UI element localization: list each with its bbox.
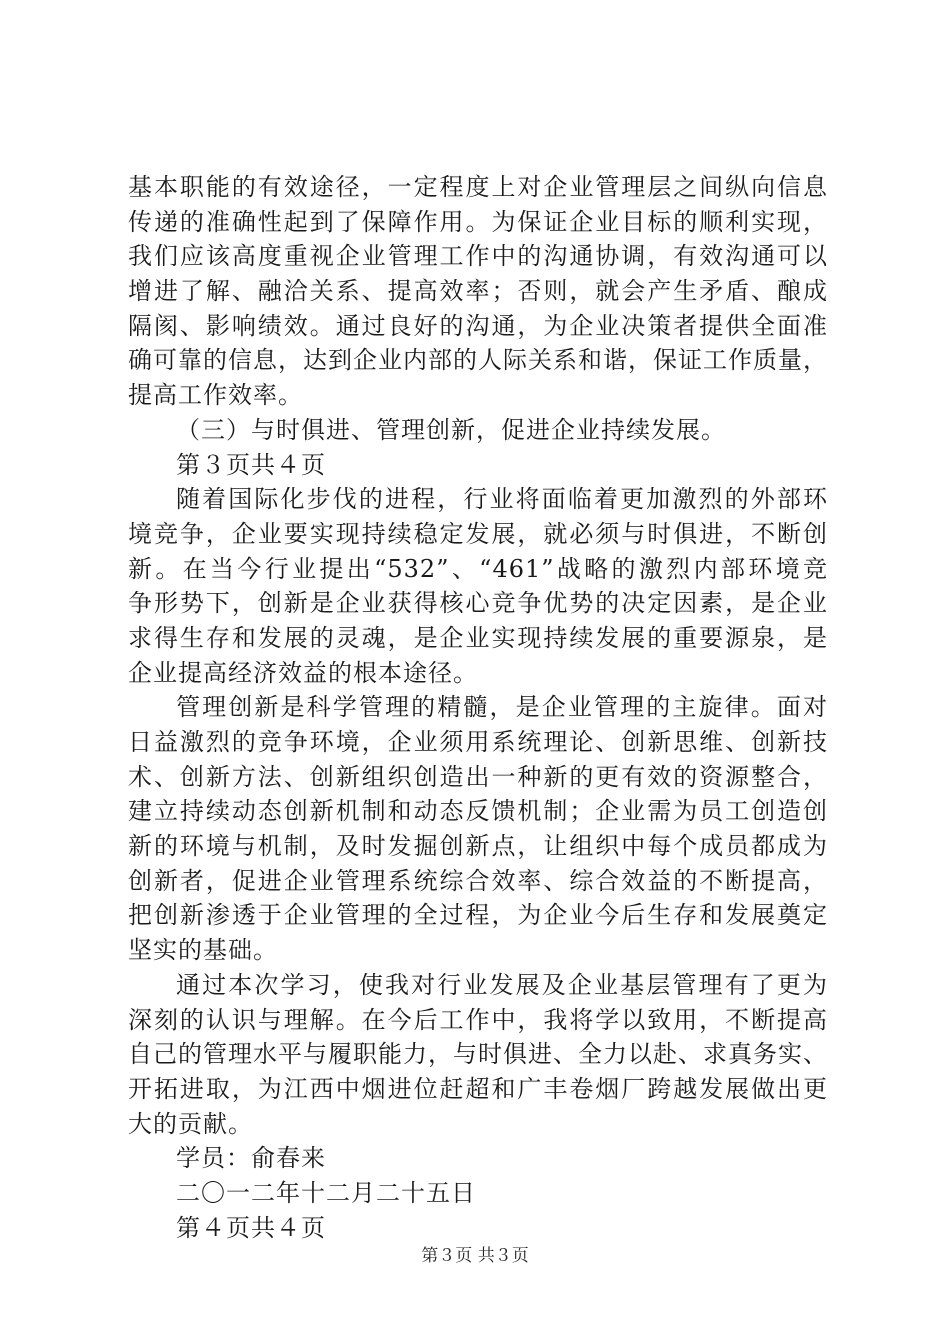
page-marker: 第４页共４页 [176, 1213, 326, 1242]
text-line: 隔阂、影响绩效。通过良好的沟通，为企业决策者提供全面准 [128, 311, 828, 340]
text-line: 创新者，促进企业管理系统综合效率、综合效益的不断提高， [128, 866, 828, 895]
text-line: 随着国际化步伐的进程，行业将面临着更加激烈的外部环 [176, 485, 828, 514]
page-footer: 第３页 共３页 [421, 1246, 529, 1266]
text-line: 基本职能的有效途径，一定程度上对企业管理层之间纵向信息 [128, 173, 828, 201]
section-heading: （三）与时俱进、管理创新，促进企业持续发展。 [176, 415, 726, 444]
text-line: 深刻的认识与理解。在今后工作中，我将学以致用，不断提高 [128, 1005, 828, 1034]
text-line: 确可靠的信息，达到企业内部的人际关系和谐，保证工作质量， [128, 346, 828, 375]
text-line: 日益激烈的竞争环境，企业须用系统理论、创新思维、创新技 [128, 728, 828, 756]
text-line: 境竞争，企业要实现持续稳定发展，就必须与时俱进，不断创 [128, 519, 828, 548]
text-line: 大的贡献。 [128, 1109, 253, 1138]
text-line: 企业提高经济效益的根本途径。 [128, 658, 478, 687]
text-line: 争形势下，创新是企业获得核心竞争优势的决定因素，是企业 [128, 589, 828, 618]
text-line: 我们应该高度重视企业管理工作中的沟通协调，有效沟通可以 [128, 242, 828, 271]
text-line: 增进了解、融洽关系、提高效率；否则，就会产生矛盾、酿成 [128, 277, 828, 306]
text-line: 提高工作效率。 [128, 381, 303, 410]
page-marker: 第３页共４页 [176, 450, 326, 479]
text-line: 把创新渗透于企业管理的全过程，为企业今后生存和发展奠定 [128, 901, 828, 930]
text-line: 自己的管理水平与履职能力，与时俱进、全力以赴、求真务实、 [128, 1040, 828, 1069]
text-line: 新的环境与机制，及时发掘创新点，让组织中每个成员都成为 [128, 832, 828, 861]
text-line: 传递的准确性起到了保障作用。为保证企业目标的顺利实现， [128, 207, 828, 236]
text-line: 坚实的基础。 [128, 936, 278, 965]
text-line: 求得生存和发展的灵魂，是企业实现持续发展的重要源泉，是 [128, 623, 828, 652]
text-line: 建立持续动态创新机制和动态反馈机制；企业需为员工创造创 [128, 797, 828, 826]
signature-name: 学员：俞春来 [176, 1144, 326, 1173]
document-body [128, 170, 828, 1245]
text-line: 管理创新是科学管理的精髓，是企业管理的主旋律。面对 [176, 693, 828, 722]
text-line: 通过本次学习，使我对行业发展及企业基层管理有了更为 [176, 970, 828, 999]
text-line: 术、创新方法、创新组织创造出一种新的更有效的资源整合， [128, 762, 828, 791]
text-line: 新。在当今行业提出“532”、“461”战略的激烈内部环境竞 [128, 554, 828, 583]
signature-date: 二〇一二年十二月二十五日 [176, 1178, 476, 1207]
text-line: 开拓进取，为江西中烟进位赶超和广丰卷烟厂跨越发展做出更 [128, 1074, 828, 1103]
